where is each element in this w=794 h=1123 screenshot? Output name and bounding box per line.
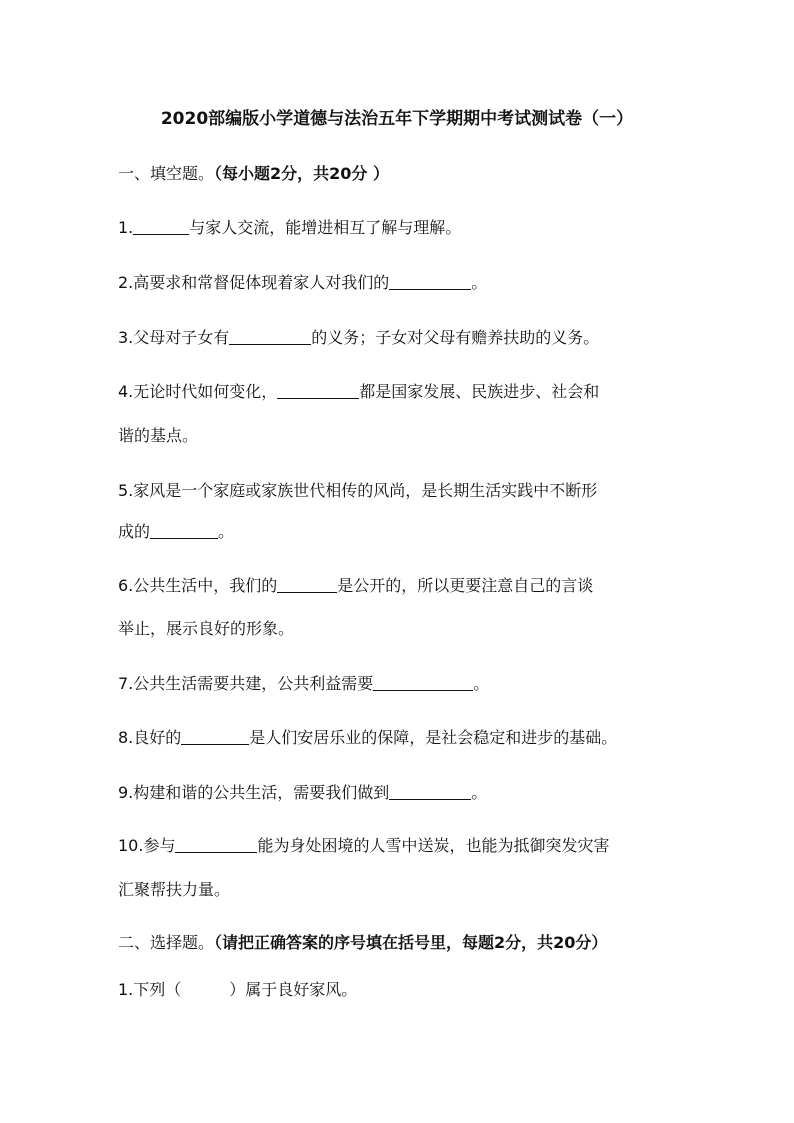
question-text: 与家人交流，能增进相互了解与理解。 (189, 218, 462, 237)
question-text: 父母对子女有 (133, 328, 230, 347)
fill-question-4 (118, 380, 678, 404)
fill-question-6-continued (118, 617, 678, 641)
section-heading-text: 二、选择题。 (118, 933, 215, 952)
question-text-end: 是公开的，所以更要注意自己的言谈 (337, 576, 594, 595)
question-number: 1. (118, 218, 134, 237)
question-number: 6. (118, 576, 134, 595)
question-number: 3. (118, 328, 134, 347)
question-text: 无论时代如何变化， (133, 382, 278, 401)
fill-question-5 (118, 479, 678, 503)
question-text-continued: 成的 (118, 522, 151, 541)
question-text-end: 。 (471, 273, 488, 292)
question-text: 构建和谐的公共生活，需要我们做到 (133, 783, 390, 802)
page-title: 2020部编版小学道德与法治五年下学期期中考试测试卷（一） (160, 109, 634, 129)
fill-question-6 (118, 574, 678, 598)
fill-question-3 (118, 326, 678, 350)
fill-question-10 (118, 834, 678, 858)
answer-blank (229, 328, 311, 345)
fill-question-8 (118, 726, 678, 750)
question-text-end: ）属于良好家风。 (229, 980, 358, 999)
choice-question-1 (118, 978, 678, 1002)
fill-question-2 (118, 271, 678, 295)
answer-blank (277, 576, 337, 593)
question-text-end: 。 (471, 783, 488, 802)
answer-blank (175, 836, 257, 853)
question-text-continued: 汇聚帮扶力量。 (118, 880, 231, 899)
question-text-end: 。 (473, 674, 490, 693)
question-text: 下列（ (133, 980, 182, 999)
question-number: 10. (118, 836, 144, 855)
question-text-end: 能为身处困境的人雪中送炭，也能为抵御突发灾害 (257, 836, 610, 855)
answer-blank (133, 218, 189, 235)
question-number: 4. (118, 382, 134, 401)
question-text: 家风是一个家庭或家族世代相传的风尚，是长期生活实践中不断形 (133, 481, 598, 500)
question-text-end: 。 (218, 522, 235, 541)
question-text-end: 都是国家发展、民族进步、社会和 (359, 382, 600, 401)
section-heading-text: 一、填空题。 (118, 164, 215, 183)
question-text: 参与 (143, 836, 176, 855)
answer-blank (373, 674, 473, 691)
question-text: 高要求和常督促体现着家人对我们的 (133, 273, 390, 292)
answer-blank (277, 382, 359, 399)
fill-question-4-continued (118, 424, 678, 448)
question-number: 1. (118, 980, 134, 999)
question-number: 2. (118, 273, 134, 292)
question-text: 良好的 (133, 728, 182, 747)
section-choice-heading (118, 931, 678, 955)
question-number: 5. (118, 481, 134, 500)
section-fill-in-heading (118, 162, 678, 186)
question-text-continued: 举止，展示良好的形象。 (118, 619, 295, 638)
answer-blank (181, 728, 249, 745)
answer-blank (389, 273, 471, 290)
section-note: （请把正确答案的序号填在括号里，每题2分，共20分） (214, 933, 608, 952)
answer-blank (150, 522, 218, 539)
question-number: 9. (118, 783, 134, 802)
fill-question-7 (118, 672, 678, 696)
fill-question-5-continued (118, 520, 678, 544)
question-number: 8. (118, 728, 134, 747)
answer-blank (389, 783, 471, 800)
fill-question-10-continued (118, 878, 678, 902)
question-text-end: 是人们安居乐业的保障，是社会稳定和进步的基础。 (249, 728, 618, 747)
fill-question-1 (118, 216, 678, 240)
question-number: 7. (118, 674, 134, 693)
fill-question-9 (118, 781, 678, 805)
question-text: 公共生活需要共建，公共利益需要 (133, 674, 374, 693)
question-text-continued: 谐的基点。 (118, 426, 199, 445)
question-text: 公共生活中，我们的 (133, 576, 278, 595)
section-note: （每小题2分，共20分 ） (214, 164, 389, 183)
question-text-end: 的义务；子女对父母有赡养扶助的义务。 (311, 328, 600, 347)
